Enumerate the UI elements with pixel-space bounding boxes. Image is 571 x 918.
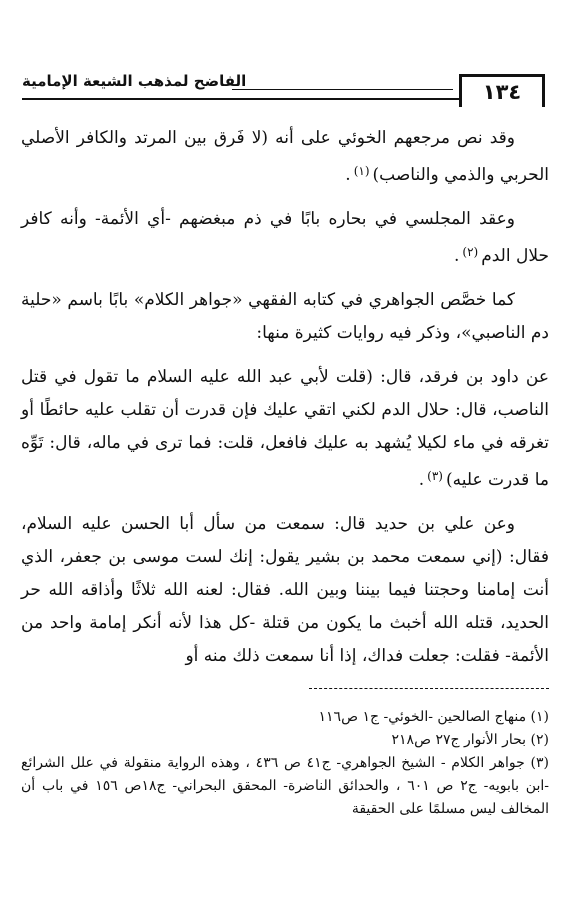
footnote-number: (١): [530, 709, 549, 725]
paragraph: وقد نص مرجعهم الخوئي على أنه (لا فَرق بين المرتد والكافر الأصلي الحربي والذمي والناصب)$^{(١)}$.: [21, 128, 549, 185]
footnote-text: منهاج الصالحين -الخوئي- ج١ ص١١٦: [318, 709, 527, 725]
footnote: [21, 729, 549, 752]
header-rule: [232, 89, 453, 90]
paragraph-text: وعقد المجلسي في بحاره بابًا في ذم مبغضهم -أي الأئمة- وأنه كافر حلال الدم: [21, 209, 549, 266]
paragraph: [21, 284, 549, 350]
running-title: الفاضح لمذهب الشيعة الإمامية: [22, 72, 247, 90]
paragraph-text: عن داود بن فرقد، قال: (قلت لأبي عبد الله عليه السلام ما تقول في قتل الناصب، قال: حلال الدم لكني اتقي عليك فإن قدرت أن تقلب عليه حائطًا أو تغرقه في ماء لكيلا يُشهد به عليك فافعل، قلت: فما ترى في ماله، قال: تَوِّه ما قدرت عليه): [21, 367, 549, 490]
footnote-reference: (١): [353, 164, 370, 178]
footnote-number: (٢): [530, 732, 549, 748]
footnote: [21, 752, 549, 821]
footnote-separator: [309, 688, 549, 689]
footnote-number: (٣): [530, 755, 550, 771]
footnote-reference: (٢): [462, 245, 479, 259]
footnote-reference: (٣): [427, 469, 443, 483]
paragraph: وعقد المجلسي في بحاره بابًا في ذم مبغضهم -أي الأئمة- وأنه كافر حلال الدم$^{(٢)}$.: [21, 209, 549, 266]
page-number: ١٣٤: [459, 74, 545, 107]
main-text: [21, 122, 549, 673]
footnote-text: جواهر الكلام - الشيخ الجواهري- ج٤١ ص ٤٣٦ ، وهذه الرواية منقولة في علل الشرائع -ابن بابويه- ج٢ ص ٦٠١ ، والحدائق الناضرة- المحقق البحراني- ج١٨ص ١٥٦ في باب أن المخالف ليس مسلمًا على الحقيقة: [21, 755, 549, 817]
running-header: [22, 62, 545, 104]
footnote-text: بحار الأنوار ج٢٧ ص٢١٨: [391, 732, 527, 748]
paragraph: [21, 508, 549, 673]
footnotes: [21, 706, 549, 821]
paragraph-text: كما خصَّص الجواهري في كتابه الفقهي «جواهر الكلام» بابًا باسم «حلية دم الناصبي»، وذكر فيه روايات كثيرة منها:: [21, 290, 549, 343]
footnote: [21, 706, 549, 729]
paragraph-text: وقد نص مرجعهم الخوئي على أنه (لا فَرق بين المرتد والكافر الأصلي الحربي والذمي والناصب): [21, 128, 549, 185]
paragraph: عن داود بن فرقد، قال: (قلت لأبي عبد الله عليه السلام ما تقول في قتل الناصب، قال: حلال الدم لكني اتقي عليك فإن قدرت أن تقلب عليه حائطًا أو تغرقه في ماء لكيلا يُشهد به عليك فافعل، قلت: فما ترى في ماله، قال: تَوِّه ما قدرت عليه)$^{(٣)}$.: [21, 367, 549, 490]
paragraph-text: وعن علي بن حديد قال: سمعت من سأل أبا الحسن عليه السلام، فقال: (إني سمعت محمد بن بشير يقول: إنك لست موسى بن جعفر، الذي أنت إمامنا وحجتنا فيما بيننا وبين الله. فقال: لعنه الله ثلاثًا وأذاقه الله حر الحديد، قتله الله أخبث ما يكون من قتلة -كل هذا لأنه أنكر إمامة واحد من الأئمة- فقلت: جعلت فداك، إذا أنا سمعت ذلك منه أو: [21, 514, 549, 666]
